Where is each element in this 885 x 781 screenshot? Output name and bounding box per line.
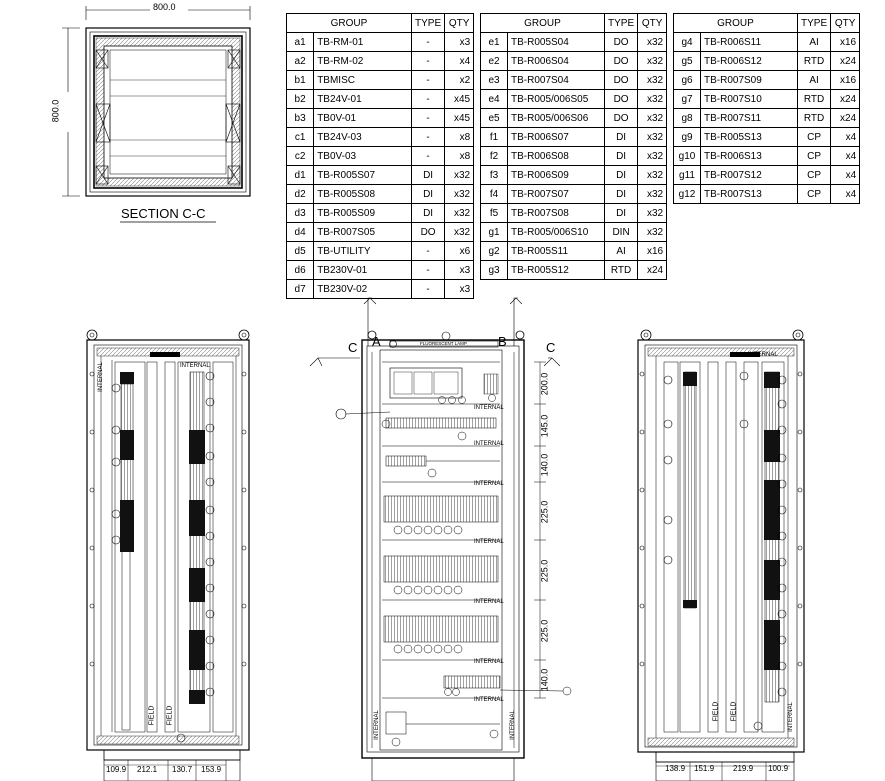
table-row	[481, 33, 667, 52]
row-group-name: TB24V-03	[314, 128, 412, 147]
row-group-name: TB-R005/006S05	[508, 90, 605, 109]
table-row	[674, 71, 860, 90]
internal-label-7: INTERNAL	[474, 697, 504, 703]
table-row	[481, 128, 667, 147]
row-group-name: TB230V-01	[314, 261, 412, 280]
front-dim-2: 145.0	[539, 414, 550, 438]
row-qty: x32	[638, 109, 667, 128]
table-row	[287, 280, 474, 299]
front-dim-6: 225.0	[539, 619, 550, 643]
internal-label-4: INTERNAL	[474, 539, 504, 545]
table-row	[674, 166, 860, 185]
row-qty: x32	[638, 52, 667, 71]
row-type: -	[412, 71, 445, 90]
row-group-name: TB-R006S09	[508, 166, 605, 185]
row-group-name: TB-R007S05	[314, 223, 412, 242]
row-group-name: TB-R007S12	[701, 166, 798, 185]
internal-label-3: INTERNAL	[474, 481, 504, 487]
col-header-group: GROUP	[674, 14, 798, 33]
row-id: b1	[287, 71, 314, 90]
row-id: e2	[481, 52, 508, 71]
row-qty: x24	[831, 90, 860, 109]
row-id: c2	[287, 147, 314, 166]
row-group-name: TB-R006S13	[701, 147, 798, 166]
table-row	[674, 128, 860, 147]
row-type: DO	[412, 223, 445, 242]
table-row	[287, 242, 474, 261]
table-row	[287, 204, 474, 223]
row-qty: x32	[638, 128, 667, 147]
depth-dimension: 800.0	[50, 99, 61, 123]
row-type: DI	[412, 185, 445, 204]
col-header-type: TYPE	[605, 14, 638, 33]
row-type: DI	[605, 166, 638, 185]
row-type: RTD	[798, 52, 831, 71]
left-bottom-dim-2: 212.1	[137, 765, 158, 774]
row-group-name: TB-R007S10	[701, 90, 798, 109]
row-id: b2	[287, 90, 314, 109]
row-group-name: TB-R006S08	[508, 147, 605, 166]
row-type: -	[412, 147, 445, 166]
row-id: b3	[287, 109, 314, 128]
row-group-name: TB-RM-02	[314, 52, 412, 71]
col-header-group: GROUP	[481, 14, 605, 33]
table-row	[674, 147, 860, 166]
row-qty: x16	[831, 33, 860, 52]
row-qty: x4	[445, 52, 474, 71]
row-qty: x3	[445, 33, 474, 52]
left-internal-vertical: INTERNAL	[97, 362, 104, 392]
row-type: RTD	[605, 261, 638, 280]
row-type: DI	[605, 204, 638, 223]
row-qty: x24	[831, 52, 860, 71]
row-type: -	[412, 52, 445, 71]
right-side-view	[638, 330, 804, 781]
row-group-name: TB-R007S08	[508, 204, 605, 223]
row-qty: x6	[445, 242, 474, 261]
row-type: CP	[798, 128, 831, 147]
row-group-name: TB-R005/006S06	[508, 109, 605, 128]
row-id: f2	[481, 147, 508, 166]
row-id: d6	[287, 261, 314, 280]
right-bottom-dim-3: 219.9	[733, 764, 754, 773]
row-qty: x32	[638, 185, 667, 204]
lamp-label: FLUORESCENT LAMP	[420, 341, 467, 346]
table-row	[481, 204, 667, 223]
row-type: DIN	[605, 223, 638, 242]
row-group-name: TB-RM-01	[314, 33, 412, 52]
row-type: CP	[798, 147, 831, 166]
row-group-name: TB-R005S04	[508, 33, 605, 52]
row-qty: x45	[445, 109, 474, 128]
row-group-name: TB-R007S07	[508, 185, 605, 204]
row-id: c1	[287, 128, 314, 147]
col-header-qty: QTY	[638, 14, 667, 33]
row-id: e5	[481, 109, 508, 128]
right-bottom-dim-1: 138.9	[665, 764, 686, 773]
table-row	[287, 223, 474, 242]
left-field-1: FIELD	[148, 705, 156, 726]
right-bottom-dim-4: 100.9	[768, 764, 789, 773]
section-mark-c-left: C	[348, 340, 358, 355]
section-cc-title: SECTION C-C	[121, 206, 206, 221]
left-bottom-dim-3: 130.7	[172, 765, 193, 774]
row-group-name: TB-R007S13	[701, 185, 798, 204]
row-qty: x16	[638, 242, 667, 261]
row-group-name: TB-R007S09	[701, 71, 798, 90]
section-mark-c-right: C	[546, 340, 556, 355]
row-qty: x32	[445, 204, 474, 223]
row-type: -	[412, 90, 445, 109]
table-row	[481, 90, 667, 109]
row-id: g5	[674, 52, 701, 71]
row-type: -	[412, 128, 445, 147]
internal-label-6: INTERNAL	[474, 659, 504, 665]
row-type: DI	[412, 204, 445, 223]
row-id: g4	[674, 33, 701, 52]
table-row	[674, 90, 860, 109]
row-id: d1	[287, 166, 314, 185]
width-dimension: 800.0	[153, 2, 176, 12]
row-type: -	[412, 242, 445, 261]
left-bottom-dim-4: 153.9	[201, 765, 222, 774]
row-group-name: TB-R005S07	[314, 166, 412, 185]
row-group-name: TB-R005S08	[314, 185, 412, 204]
internal-label-2: INTERNAL	[474, 441, 504, 447]
left-internal-top: INTERNAL	[180, 363, 210, 369]
row-group-name: TB24V-01	[314, 90, 412, 109]
row-qty: x32	[445, 166, 474, 185]
row-qty: x32	[638, 90, 667, 109]
table-row	[287, 128, 474, 147]
row-id: e3	[481, 71, 508, 90]
row-type: DI	[605, 147, 638, 166]
table-row	[287, 109, 474, 128]
row-group-name: TB-R005/006S10	[508, 223, 605, 242]
table-row	[287, 52, 474, 71]
table-row	[481, 185, 667, 204]
row-type: DO	[605, 71, 638, 90]
front-view	[310, 298, 571, 781]
row-qty: x4	[831, 128, 860, 147]
row-group-name: TB-UTILITY	[314, 242, 412, 261]
left-field-2: FIELD	[166, 705, 174, 726]
row-qty: x32	[445, 185, 474, 204]
table-row	[287, 147, 474, 166]
table-row	[674, 33, 860, 52]
row-id: g10	[674, 147, 701, 166]
row-qty: x4	[831, 147, 860, 166]
row-qty: x8	[445, 128, 474, 147]
table-row	[481, 261, 667, 280]
table-row	[674, 109, 860, 128]
row-type: DI	[605, 185, 638, 204]
row-qty: x24	[638, 261, 667, 280]
left-bottom-dim-1: 109.9	[106, 765, 127, 774]
row-group-name: TB0V-01	[314, 109, 412, 128]
row-type: CP	[798, 185, 831, 204]
col-header-type: TYPE	[412, 14, 445, 33]
table-row	[287, 71, 474, 90]
row-group-name: TB-R005S13	[701, 128, 798, 147]
table-row	[287, 33, 474, 52]
right-field-1: FIELD	[712, 701, 720, 722]
table-row	[287, 166, 474, 185]
right-field-2: FIELD	[730, 701, 738, 722]
row-id: g9	[674, 128, 701, 147]
table-row	[287, 261, 474, 280]
row-group-name: TB0V-03	[314, 147, 412, 166]
row-id: d5	[287, 242, 314, 261]
row-type: RTD	[798, 109, 831, 128]
table-row	[481, 52, 667, 71]
row-qty: x4	[831, 166, 860, 185]
row-type: DO	[605, 52, 638, 71]
row-id: f1	[481, 128, 508, 147]
row-qty: x8	[445, 147, 474, 166]
row-group-name: TB-R005S11	[508, 242, 605, 261]
col-header-type: TYPE	[798, 14, 831, 33]
row-id: g11	[674, 166, 701, 185]
right-internal-vertical: INTERNAL	[787, 702, 794, 732]
front-dim-3: 140.0	[539, 453, 550, 477]
row-qty: x32	[638, 223, 667, 242]
table-row	[287, 90, 474, 109]
group-table-3	[673, 13, 860, 204]
table-row	[481, 71, 667, 90]
row-type: DO	[605, 109, 638, 128]
row-id: e1	[481, 33, 508, 52]
row-qty: x24	[831, 109, 860, 128]
section-mark-a: A	[372, 334, 381, 349]
row-id: g12	[674, 185, 701, 204]
row-group-name: TB-R006S04	[508, 52, 605, 71]
row-id: f3	[481, 166, 508, 185]
row-type: DO	[605, 33, 638, 52]
row-type: DI	[605, 128, 638, 147]
row-type: -	[412, 33, 445, 52]
row-id: d2	[287, 185, 314, 204]
front-dim-4: 225.0	[539, 500, 550, 524]
row-type: DO	[605, 90, 638, 109]
table-row	[287, 185, 474, 204]
internal-vertical-right: INTERNAL	[509, 710, 516, 740]
row-id: e4	[481, 90, 508, 109]
front-dim-1: 200.0	[539, 372, 550, 396]
internal-label-1: INTERNAL	[474, 405, 504, 411]
row-id: d3	[287, 204, 314, 223]
table-row	[481, 147, 667, 166]
row-group-name: TB-R006S07	[508, 128, 605, 147]
front-dim-5: 225.0	[539, 559, 550, 583]
row-group-name: TB230V-02	[314, 280, 412, 299]
row-qty: x32	[638, 33, 667, 52]
row-qty: x3	[445, 280, 474, 299]
row-qty: x2	[445, 71, 474, 90]
section-cc-view	[62, 6, 250, 222]
table-row	[674, 185, 860, 204]
table-row	[674, 52, 860, 71]
row-qty: x32	[445, 223, 474, 242]
row-qty: x32	[638, 147, 667, 166]
row-qty: x16	[831, 71, 860, 90]
row-type: -	[412, 109, 445, 128]
table-row	[481, 109, 667, 128]
row-group-name: TB-R007S04	[508, 71, 605, 90]
row-type: AI	[605, 242, 638, 261]
col-header-qty: QTY	[831, 14, 860, 33]
right-internal-top: INTERNAL	[748, 352, 778, 358]
row-qty: x45	[445, 90, 474, 109]
row-id: g6	[674, 71, 701, 90]
row-qty: x3	[445, 261, 474, 280]
front-dim-7: 140.0	[539, 668, 550, 692]
row-id: g3	[481, 261, 508, 280]
row-group-name: TB-R006S11	[701, 33, 798, 52]
internal-label-5: INTERNAL	[474, 599, 504, 605]
row-group-name: TB-R007S11	[701, 109, 798, 128]
row-id: a2	[287, 52, 314, 71]
row-id: f4	[481, 185, 508, 204]
row-id: d7	[287, 280, 314, 299]
row-id: g7	[674, 90, 701, 109]
row-qty: x32	[638, 166, 667, 185]
row-type: -	[412, 280, 445, 299]
row-id: d4	[287, 223, 314, 242]
row-group-name: TB-R005S09	[314, 204, 412, 223]
row-group-name: TB-R006S12	[701, 52, 798, 71]
row-group-name: TBMISC	[314, 71, 412, 90]
row-id: g8	[674, 109, 701, 128]
row-type: CP	[798, 166, 831, 185]
col-header-qty: QTY	[445, 14, 474, 33]
group-table-2	[480, 13, 667, 280]
section-mark-b: B	[498, 334, 507, 349]
internal-vertical-left: INTERNAL	[373, 710, 380, 740]
row-qty: x32	[638, 71, 667, 90]
row-id: g1	[481, 223, 508, 242]
row-id: a1	[287, 33, 314, 52]
row-type: -	[412, 261, 445, 280]
row-id: g2	[481, 242, 508, 261]
right-bottom-dim-2: 151.9	[694, 764, 715, 773]
group-table-1	[286, 13, 474, 299]
table-row	[481, 166, 667, 185]
row-id: f5	[481, 204, 508, 223]
row-type: DI	[412, 166, 445, 185]
col-header-group: GROUP	[287, 14, 412, 33]
row-qty: x32	[638, 204, 667, 223]
row-type: AI	[798, 33, 831, 52]
row-type: AI	[798, 71, 831, 90]
table-row	[481, 242, 667, 261]
row-type: RTD	[798, 90, 831, 109]
table-row	[481, 223, 667, 242]
row-qty: x4	[831, 185, 860, 204]
row-group-name: TB-R005S12	[508, 261, 605, 280]
